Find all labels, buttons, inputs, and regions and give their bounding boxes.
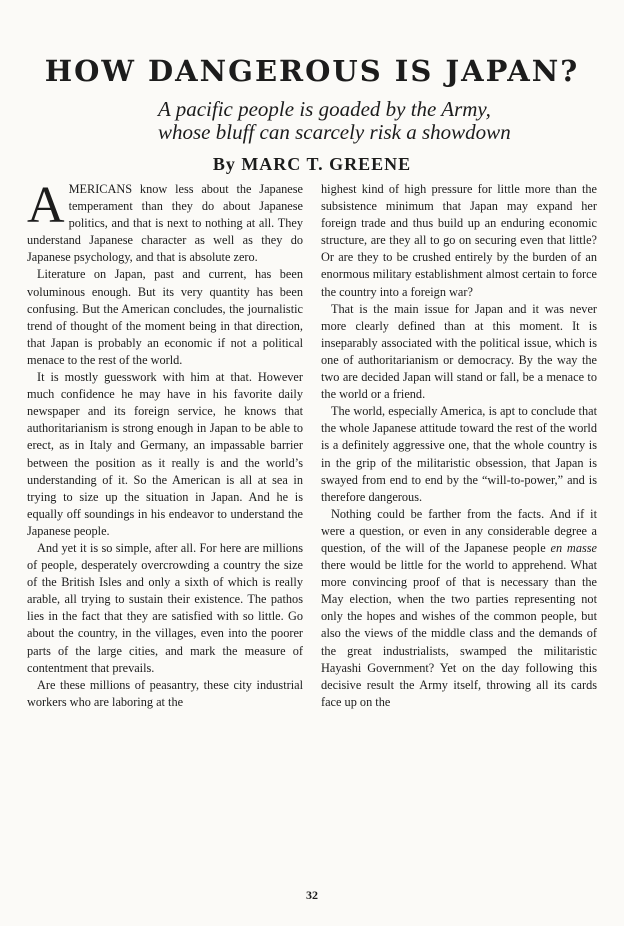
article-title: HOW DANGEROUS IS JAPAN? — [44, 54, 580, 88]
paragraph — [27, 177, 303, 266]
left-column — [27, 177, 303, 711]
page-number: 32 — [306, 888, 318, 902]
paragraph-text: Nothing could be farther from the facts. And if it were a question, or even in any considerable degree a question, of the will of the Japanese people — [321, 506, 597, 555]
paragraph: It is mostly guesswork with him at that. However much confidence he may have in his favorite daily newspaper and its foreign service, he knows that authoritarianism is strong enough in Japan to be able to erect, as in Italy and Germany, an impassable barrier between the position as it really is and the world’s understanding of it. So the American is all at sea in trying to size up the situation in Japan. And he is equally off soundings in his endeavor to understand the Japanese people. — [27, 370, 303, 538]
paragraph-text: know less about the Japanese temperament than they do about Japanese politics, and that is next to nothing at all. They understand Japanese character as well as they do Japanese psychology, and that is absolute zero. — [27, 182, 303, 265]
subtitle-line-2: whose bluff can scarcely risk a showdown — [158, 120, 511, 144]
paragraph: highest kind of high pressure for little more than the subsistence minimum that Japan may expand her foreign trade and thus build up an enduring economic structure, are they all to go on securing even that little? Or are they to be crushed entirely by the burden of an enormous military establishment almost certain to force the country into a foreign war? — [321, 182, 597, 299]
paragraph — [321, 506, 597, 711]
paragraph-text: there would be little for the world to apprehend. What more convincing proof of that is necessary than the May election, when the two parties representing not only the hopes and wishes of the common people, but also the views of the middle class and the demands of the great industrialists, swamped the militaristic Hayashi Government? Yet on the day following this decisive result the Army itself, throwing all its cards face up on the — [321, 558, 597, 709]
paragraph: The world, especially America, is apt to conclude that the whole Japanese attitude toward the rest of the world is a definitely aggressive one, that the whole country is in the grip of the militaristic obsession, that Japan is swayed from end to end by the “will-to-power,” and is therefore dangerous. — [321, 404, 597, 504]
paragraph: And yet it is so simple, after all. For here are millions of people, desperately overcrowding a country the size of the British Isles and only a sixth of which is really arable, all trying to sustain their existence. The pathos lies in the fact that they are satisfied with so little. Go about the country, in the villages, even into the poorer parts of the large cities, and mark the measure of contentment that prevails. — [27, 540, 303, 675]
subtitle-line-1: A pacific people is goaded by the Army, — [158, 97, 491, 121]
lead-in: MERICANS — [68, 182, 133, 196]
right-column — [321, 181, 597, 711]
italic-phrase: en masse — [550, 540, 597, 555]
paragraph: That is the main issue for Japan and it was never more clearly defined than at this moment. It is inseparably associated with the political issue, which is one of authoritarianism or democracy. By the way the two are decided Japan will stand or fall, be a menace to the world or a friend. — [321, 301, 597, 402]
byline: By MARC T. GREENE — [212, 154, 412, 174]
paragraph: Are these millions of peasantry, these city industrial workers who are laboring at the — [27, 677, 303, 709]
drop-cap: A — [27, 177, 65, 234]
paragraph: Literature on Japan, past and current, has been voluminous enough. But its very quantity has been confusing. But the American concludes, the journalistic trend of thought of the moment being in that direction, that Japan is probably an economic if not a political menace to the rest of the world. — [27, 267, 303, 367]
